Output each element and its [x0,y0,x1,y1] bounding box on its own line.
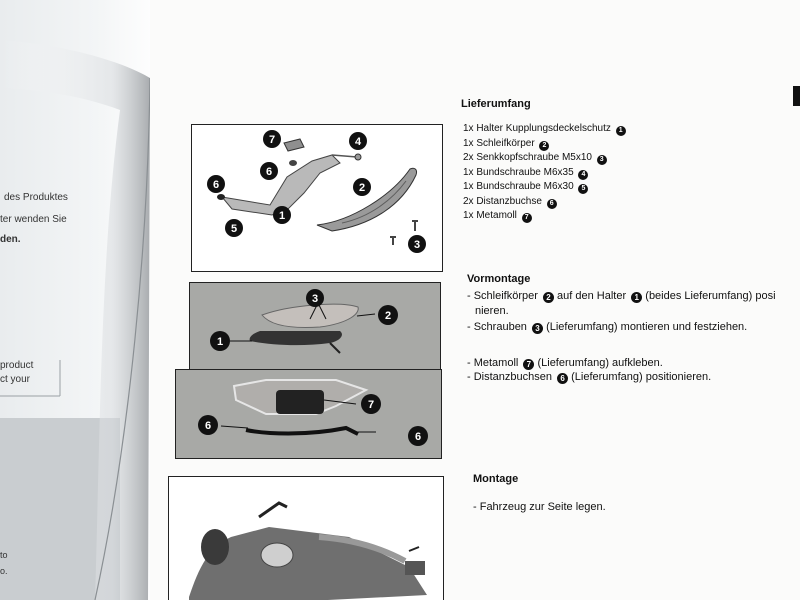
premount-step-1-b: auf den Halter [557,290,627,302]
premount-step-4-b: (Lieferumfang) positionieren. [571,371,712,383]
callout-6b: 6 [212,179,220,191]
premount-step-1-c: (beides Lieferumfang) posi [645,290,776,302]
scope-item-6-num: 6 [547,199,557,209]
callout-3: 3 [413,239,421,251]
figure-parts-overview [191,124,443,272]
scope-list [463,122,626,224]
callout-6a: 6 [265,166,273,178]
callout-5: 5 [230,223,238,235]
scope-item-2-num: 2 [539,141,549,151]
left-text-2: ter wenden Sie [0,214,67,225]
scope-item-6 [463,195,626,210]
premount-step-1-cont: nieren. [475,305,509,317]
callout-1: 1 [278,210,286,222]
mount-heading: Montage [473,473,519,485]
premount-callout-6a: 6 [204,420,212,432]
premount-step-4-a: - Distanzbuchsen [467,371,552,383]
premount-callout-7: 7 [367,399,375,411]
figure-premount-b [175,369,442,459]
premount-illustration-a [190,283,440,371]
left-text-3: den. [0,234,21,245]
left-text-6: to [0,550,8,560]
scope-item-1-num: 1 [616,126,626,136]
left-text-7: o. [0,566,8,576]
premount-step-2 [467,320,747,334]
premount-step-2-num: 3 [532,323,543,334]
premount-callout-2: 2 [384,310,392,322]
premount-callout-3: 3 [311,293,319,305]
scope-item-1 [463,122,626,137]
motorcycle-illustration [169,477,443,600]
premount-step-4 [467,370,711,384]
scope-item-2 [463,137,626,152]
premount-step-1-num-a: 2 [543,292,554,303]
scope-item-7 [463,209,626,224]
premount-step-2-b: (Lieferumfang) montieren und festziehen. [546,321,748,333]
scope-item-7-text: 1x Metamoll [463,210,517,221]
left-text-1: des Produktes [4,192,68,203]
mount-step-1: - Fahrzeug zur Seite legen. [473,501,606,513]
left-text-5: ct your [0,374,31,385]
callout-2: 2 [358,182,366,194]
scope-item-7-num: 7 [522,213,532,223]
scope-item-5 [463,180,626,195]
left-text-4: product [0,360,34,371]
scope-item-1-text: 1x Halter Kupplungsdeckelschutz [463,123,611,134]
callout-7: 7 [268,134,276,146]
scope-item-6-text: 2x Distanzbuchse [463,195,542,207]
premount-step-1-num-b: 1 [631,292,642,303]
figure-motorcycle [168,476,444,600]
callout-4: 4 [354,136,362,148]
premount-step-3-b: (Lieferumfang) aufkleben. [537,357,663,369]
scope-item-2-text: 1x Schleifkörper [463,137,535,149]
premount-step-4-num: 6 [557,373,568,384]
scope-item-5-text: 1x Bundschraube M6x30 [463,181,574,192]
scope-item-3-num: 3 [597,155,607,165]
scope-item-4-num: 4 [578,170,588,180]
scope-heading: Lieferumfang [461,98,531,110]
premount-step-3-num: 7 [523,359,534,370]
scope-item-3-text: 2x Senkkopfschraube M5x10 [463,152,592,163]
premount-illustration-b [176,370,441,458]
premount-step-1 [467,289,776,303]
figure-premount-a [189,282,441,372]
page-curl-shadow [0,0,165,600]
scope-item-4-text: 1x Bundschraube M6x35 [463,166,574,178]
scope-item-3 [463,151,626,166]
premount-step-1-a: - Schleifkörper [467,290,538,302]
scope-item-5-num: 5 [578,184,588,194]
premount-heading: Vormontage [467,273,531,285]
parts-illustration [192,125,442,271]
premount-step-3-a: - Metamoll [467,357,519,369]
page-edge-mark [793,86,800,106]
premount-step-2-a: - Schrauben [467,321,527,333]
premount-callout-1: 1 [216,336,224,348]
premount-callout-6b: 6 [414,431,422,443]
premount-step-3 [467,356,663,370]
scope-item-4 [463,166,626,181]
